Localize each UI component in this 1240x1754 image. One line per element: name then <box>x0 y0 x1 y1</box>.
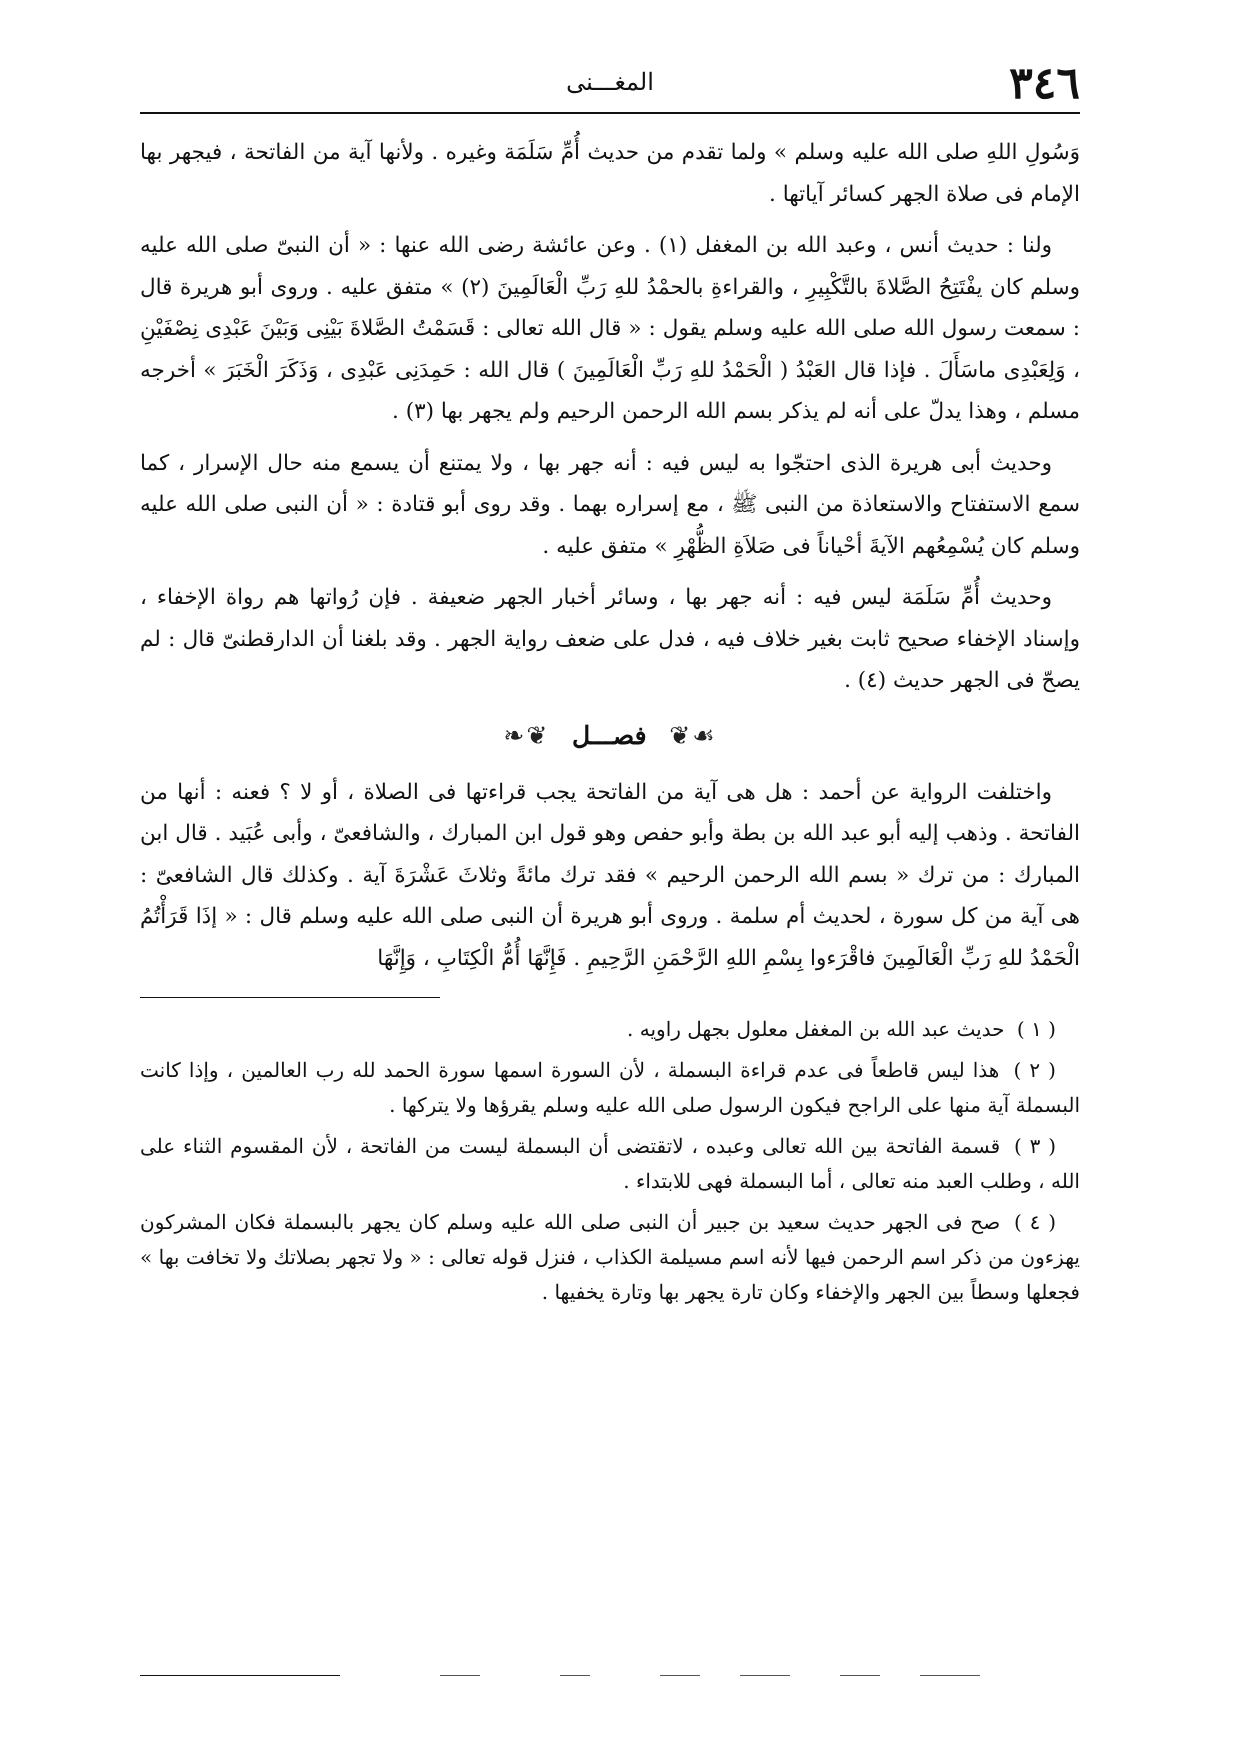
footnote-number: ( ٣ ) <box>1013 1134 1057 1158</box>
ornament-icon: ❦❧ <box>503 720 550 750</box>
footnote-number: ( ٢ ) <box>1013 1058 1056 1082</box>
footnotes <box>140 1012 1080 1310</box>
running-title: المغـــنى <box>566 68 654 96</box>
footnote-text: قسمة الفاتحة بين الله تعالى وعبده ، لاتقتضى أن البسملة ليست من الفاتحة ، لأن المقسوم الثناء على الله ، وطلب العبد منه تعالى ، أما البسملة فهى للابتداء . <box>140 1134 1080 1193</box>
footnote <box>140 1012 1080 1047</box>
footnote-number: ( ١ ) <box>1016 1017 1056 1041</box>
bottom-dash <box>440 1675 480 1676</box>
bottom-divider <box>140 1675 340 1676</box>
footnote-divider <box>140 997 440 998</box>
footnote-text: صح فى الجهر حديث سعيد بن جبير أن النبى صلى الله عليه وسلم كان يجهر بالبسملة فكان المشركون يهزءون من ذكر اسم الرحمن فيها لأنه اسم مسيلمة الكذاب ، فنزل قوله تعالى : « ولا تجهر بصلاتك ولا تخافت بها » فجعلها وسطاً بين الجهر والإخفاء وكان تارة يجهر بها وتارة يخفيها . <box>140 1210 1080 1304</box>
footnote-number: ( ٤ ) <box>1014 1210 1057 1234</box>
bottom-dash <box>920 1675 980 1676</box>
bottom-dash <box>840 1675 880 1676</box>
paragraph: وحديث أُمِّ سَلَمَة ليس فيه : أنه جهر بها ، وسائر أخبار الجهر ضعيفة . فإن رُواتها هم رواة الإخفاء ، وإسناد الإخفاء صحيح ثابت بغير خلاف فيه ، فدل على ضعف رواية الجهر . وقد بلغنا أن الدارقطنىّ قال : لم يصحّ فى الجهر حديث (٤) . <box>140 585 1080 693</box>
ornament-icon: ☙❦ <box>669 720 717 750</box>
footnote <box>140 1129 1080 1199</box>
paragraph: واختلفت الرواية عن أحمد : هل هى آية من الفاتحة يجب قراءتها فى الصلاة ، أو لا ؟ فعنه : أنها من الفاتحة . وذهب إليه أبو عبد الله بن بطة وأبو حفص وهو قول ابن المبارك ، والشافعىّ ، وأبى عُبَيد . قال ابن المبارك : من ترك « بسم الله الرحمن الرحيم » فقد ترك مائةً وثلاثَ عَشْرَةَ آية . وكذلك قال الشافعىّ : هى آية من كل سورة ، لحديث أم سلمة . وروى أبو هريرة أن النبى صلى الله عليه وسلم قال : « إذَا قَرَأْتُمُ الْحَمْدُ للهِ رَبِّ الْعَالَمِينَ فاقْرَءوا بِسْمِ اللهِ الرَّحْمَنِ الرَّحِيمِ . فَإِنَّهَا أُمُّ الْكِتَابِ ، وَإِنَّهَا <box>140 779 1080 971</box>
paragraph: ولنا : حديث أنس ، وعبد الله بن المغفل (١) . وعن عائشة رضى الله عنها : « أن النبىّ صلى الله عليه وسلم كان يفْتَتِحُ الصَّلاةَ بالتَّكْبِيرِ ، والقراءةِ بالحمْدُ للهِ رَبِّ الْعَالَمِينَ (٢) » متفق عليه . وروى أبو هريرة قال : سمعت رسول الله صلى الله عليه وسلم يقول : « قال الله تعالى : قَسَمْتُ الصَّلاةَ بَيْنِى وَبَيْنَ عَبْدِى نِصْفَيْنِ ، وَلِعَبْدِى ماسَأَلَ . فإذا قال العَبْدُ ( الْحَمْدُ للهِ رَبِّ الْعَالَمِينَ ) قال الله : حَمِدَنِى عَبْدِى ، وَذَكَرَ الْخَبَرَ » أخرجه مسلم ، وهذا يدلّ على أنه لم يذكر بسم الله الرحمن الرحيم ولم يجهر بها (٣) . <box>140 233 1080 424</box>
footnote <box>140 1053 1080 1123</box>
footnote <box>140 1205 1080 1310</box>
bottom-dash <box>740 1675 790 1676</box>
paragraph: وَسُولِ اللهِ صلى الله عليه وسلم » ولما تقدم من حديث أُمِّ سَلَمَة وغيره . ولأنها آية من الفاتحة ، فيجهر بها الإمام فى صلاة الجهر كسائر آياتها . <box>140 140 1080 207</box>
section-title: فصـــل <box>572 720 647 750</box>
footnote-text: هذا ليس قاطعاً فى عدم قراءة البسملة ، لأن السورة اسمها سورة الحمد لله رب العالمين ، وإذا كانت البسملة آية منها على الراجح فيكون الرسول صلى الله عليه وسلم يقرؤها ولا يتركها . <box>140 1058 1080 1117</box>
footnote-text: حديث عبد الله بن المغفل معلول بجهل راويه . <box>627 1017 1005 1041</box>
book-page <box>140 60 1080 1720</box>
bottom-dash <box>660 1675 700 1676</box>
paragraph: وحديث أبى هريرة الذى احتجّوا به ليس فيه : أنه جهر بها ، ولا يمتنع أن يسمع منه حال الإسرار ، كما سمع الاستفتاح والاستعاذة من النبى ﷺ ، مع إسراره بهما . وقد روى أبو قتادة : « أن النبى صلى الله عليه وسلم كان يُسْمِعُهم الآيةَ أحْياناً فى صَلاَةِ الظُّهْرِ » متفق عليه . <box>140 450 1080 559</box>
page-number: ٣٤٦ <box>1009 58 1080 109</box>
main-text <box>140 132 1080 979</box>
page-header <box>140 60 1080 114</box>
section-heading <box>140 712 1080 760</box>
bottom-dash <box>560 1675 590 1676</box>
